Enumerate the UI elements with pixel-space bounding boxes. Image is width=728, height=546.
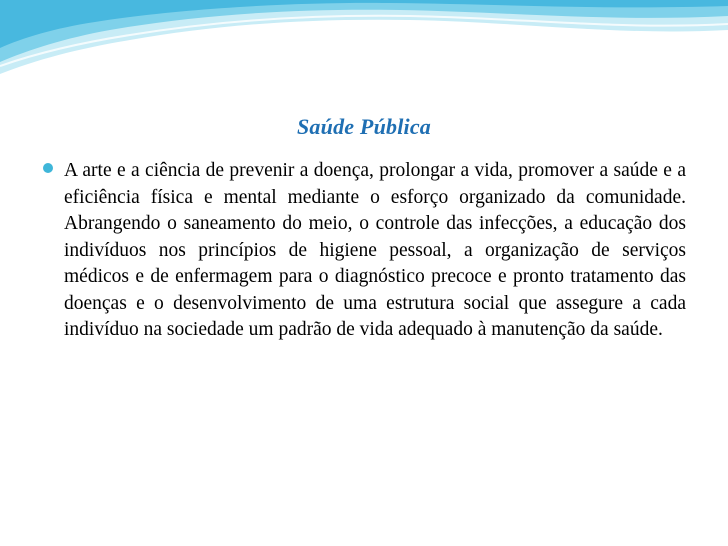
slide-title: Saúde Pública [297, 114, 431, 139]
bullet-item [0, 158, 728, 418]
body-paragraph: A arte e a ciência de prevenir a doença, prolongar a vida, promover a saúde e a eficiência física e mental mediante o esforço organizado da comunidade. Abrangendo o saneamento do meio, o controle das infecções, a educação dos indivíduos nos princípios de higiene pessoal, a organização de serviços médicos e de enfermagem para o diagnóstico precoce e pronto tratamento das doenças e o desenvolvimento de uma estrutura social que assegure a cada indivíduo na sociedade um padrão de vida adequado à manutenção da saúde. [64, 160, 686, 340]
wave-decoration [0, 0, 728, 90]
